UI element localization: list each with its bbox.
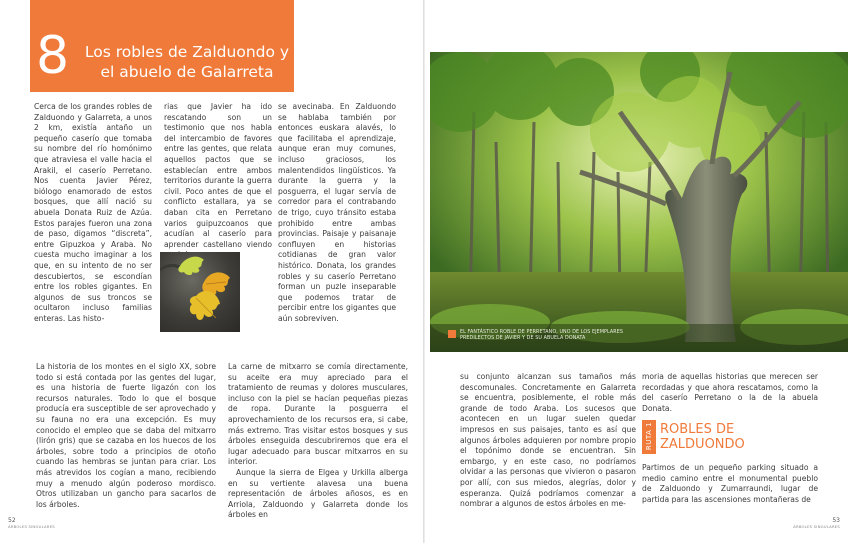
- text-column-8: [642, 463, 818, 505]
- text-column-6: [460, 372, 636, 510]
- paragraph: moria de aquellas historias que merecen ser recordadas y que ahora rescatamos, como la del caserío Perretano o la de la abuela Donata.: [642, 372, 818, 413]
- page-spine: [423, 0, 425, 543]
- chapter-title-block: [30, 0, 294, 92]
- folio-right: [793, 517, 840, 529]
- photo-caption: EL FANTÁSTICO ROBLE DE PERRETANO, UNO DE LOS EJEMPLARES PREDILECTOS DE JAVIER Y DE SU ABUELA DONATA: [460, 330, 624, 342]
- caption-marker: [448, 330, 456, 338]
- paragraph: se avecinaba. En Zalduondo se hablaba también por entonces euskara alavés, lo que facilitaba el aprendizaje, aunque eran muy comunes, incluso graciosos, los malentendidos lingüísticos. Ya durante la guerra y la posguerra, el lugar servía de corredor para el contrabando de trigo, cuyo tránsito estaba prohibido entre ambas provincias. Paisaje y paisanaje confluyen en historias cotidianas de gran valor histórico. Donata, los grandes robles y su caserío Perretano forman un puzle inseparable que podemos tratar de percibir entre los gigantes que aún sobreviven.: [278, 102, 396, 323]
- paragraph: su conjunto alcanzan sus tamaños más descomunales. Concretamente en Galarreta se encuentra, posiblemente, el roble más grande de todo Araba. Los sucesos que acontecen en un lugar suelen quedar impresos en sus paisajes, tanto es así que algunos árboles adquieren por nombre propio el topónimo donde se encuentran. Sin embargo, y en este caso, no podríamos olvidar a las personas que vivieron o pasaron por allí, con sus miedos, alegrías, dolor y esperanza. Quizá podríamos comenzar a nombrar a algunos de estos árboles en me-: [460, 372, 636, 509]
- section-label: ÁRBOLES SINGULARES: [793, 524, 840, 529]
- text-column-5: [228, 362, 408, 521]
- chapter-title: Los robles de Zalduondo y el abuelo de Galarreta: [84, 43, 290, 81]
- forest-illustration: [430, 52, 848, 352]
- route-title: ROBLES DE ZALDUONDO: [660, 422, 745, 452]
- paragraph: rias que Javier ha ido rescatando son un testimonio que nos habla del intercambio de favores entre las gentes, que relata aquellos pactos que se establecían entre ambos territorios durante la guerra civil. Poco antes de que el conflicto estallara, ya se daban cita en Perretano varios guipuzcoanos que acudían al caserío para aprender castellano viendo: [164, 102, 272, 249]
- page-number: 53: [832, 517, 840, 524]
- paragraph: Aunque la sierra de Elgea y Urkilla alberga en su vertiente alavesa una buena representación de árboles añosos, es en Arriola, Zalduondo y Galarreta donde los árboles en: [228, 467, 408, 520]
- section-label: ÁRBOLES SINGULARES: [8, 524, 55, 529]
- oak-leaf-illustration: [160, 252, 240, 332]
- text-column-1: [34, 102, 152, 324]
- text-column-2: [164, 102, 272, 261]
- paragraph: Partimos de un pequeño parking situado a medio camino entre el monumental pueblo de Zalduondo y Zumarraundi, lugar de partida para las ascensiones montañeras de: [642, 463, 818, 504]
- paragraph: La historia de los montes en el siglo XX, sobre todo si está contada por las gentes del lugar, es una historia de fuerte ligazón con los recursos naturales. Todo lo que el bosque producía era susceptible de ser aprovechado y su fauna no era una excepción. Es muy conocido el empleo que se daba del mitxarro (lirón gris) que se cazaba en los huecos de los árboles, sobre todo a principios de otoño cuando las hembras se juntan para criar. Los más atrevidos los cogían a mano, recibiendo muy a menudo algún poderoso mordisco. Otros utilizaban un gancho para sacarlos de los árboles.: [36, 362, 216, 509]
- folio-left: [8, 517, 55, 529]
- chapter-number: 8: [36, 26, 70, 86]
- route-tag-label: RUTA 1: [645, 421, 653, 451]
- text-column-4: [36, 362, 216, 510]
- text-column-7: [642, 372, 818, 414]
- paragraph: Cerca de los grandes robles de Zalduondo y Galarreta, a unos 2 km, existía antaño un pequeño caserío que tomaba su nombre del río homónimo que atraviesa el valle hacia el Arakil, el caserío Perretano. Nos cuenta Javier Pérez, biólogo enamorado de estos bosques, que allí nació su abuela Donata Ruiz de Azúa. Estos parajes fueron una zona de paso, digamos “discreta”, entre Gipuzkoa y Araba. No cuesta mucho imaginar a los que, en su intento de no ser descubiertos, se escondían entre los robles gigantes. En algunos de sus troncos se ocultaron incluso familias enteras. Las histo-: [34, 102, 152, 323]
- page-number: 52: [8, 517, 16, 524]
- text-column-3: [278, 102, 396, 324]
- oak-leaf-photo: [160, 252, 240, 332]
- paragraph: La carne de mitxarro se comía directamente, su aceite era muy apreciado para el tratamiento de reumas y dolores musculares, incluso con la piel se hacían pequeñas piezas de ropa. Durante la posguerra el aprovechamiento de los recursos era, si cabe, más extremo. Tras visitar estos bosques y sus árboles enseguida descubriremos que era el lugar adecuado para buscar mitxarros en su interior.: [228, 362, 408, 467]
- route-tag: [642, 420, 656, 454]
- oak-forest-photo: [430, 52, 848, 352]
